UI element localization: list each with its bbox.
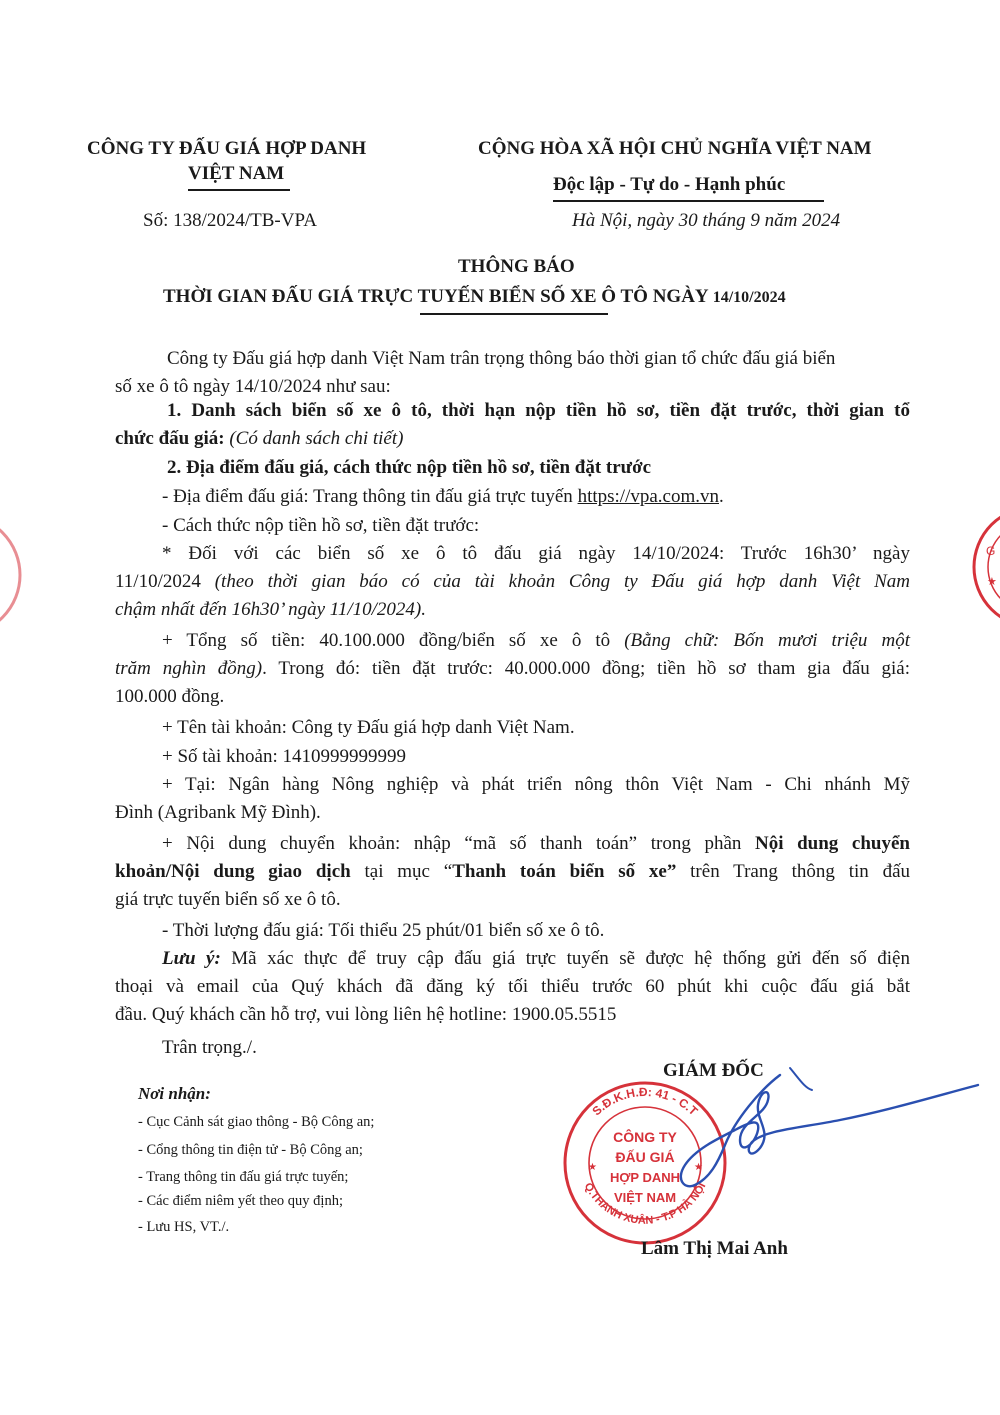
notice-title: THÔNG BÁO: [458, 256, 575, 277]
total-line-2: trăm nghìn đồng). Trong đó: tiền đặt trước: 40.000.000 đồng; tiền hồ sơ tham gia đấu giá:: [115, 658, 911, 679]
deadline-line-1: * Đối với các biển số xe ô tô đấu giá ngày 14/10/2024: Trước 16h30’ ngày: [162, 543, 910, 564]
account-number: + Số tài khoản: 1410999999999: [162, 746, 406, 767]
duration-line: - Thời lượng đấu giá: Tối thiểu 25 phút/01 biển số xe ô tô.: [162, 920, 605, 941]
note-line-3: đầu. Quý khách cần hỗ trợ, vui lòng liên hệ hotline: 1900.05.5515: [115, 1004, 617, 1025]
director-name: Lâm Thị Mai Anh: [641, 1238, 788, 1259]
company-underline: [188, 189, 290, 191]
closing: Trân trọng./.: [162, 1037, 257, 1058]
bank-line-1: + Tại: Ngân hàng Nông nghiệp và phát triển nông thôn Việt Nam - Chi nhánh Mỹ: [162, 774, 910, 795]
recipient-item: - Cục Cảnh sát giao thông - Bộ Công an;: [138, 1114, 375, 1130]
account-name: + Tên tài khoản: Công ty Đấu giá hợp danh Việt Nam.: [162, 717, 575, 738]
location-line: - Địa điểm đấu giá: Trang thông tin đấu giá trực tuyến https://vpa.com.vn.: [162, 486, 724, 507]
intro-line-1: Công ty Đấu giá hợp danh Việt Nam trân trọng thông báo thời gian tổ chức đấu giá biển: [167, 348, 836, 369]
svg-text:CÔNG TY: CÔNG TY: [613, 1129, 677, 1145]
intro-line-2: số xe ô tô ngày 14/10/2024 như sau:: [115, 376, 391, 397]
payment-method-line: - Cách thức nộp tiền hồ sơ, tiền đặt trước:: [162, 515, 480, 536]
svg-text:Q.THANH XUÂN - T.P HÀ NỘI: Q.THANH XUÂN - T.P HÀ NỘI: [581, 1180, 709, 1227]
notice-subtitle-main: THỜI GIAN ĐẤU GIÁ TRỰC TUYẾN BIỂN SỐ XE Ô TÔ NGÀY: [163, 286, 713, 307]
place-date: Hà Nội, ngày 30 tháng 9 năm 2024: [572, 210, 841, 231]
svg-text:★: ★: [694, 1162, 703, 1173]
title-underline: [420, 313, 608, 315]
partial-stamp-right: [972, 505, 1000, 635]
note-line-2: thoại và email của Quý khách đã đăng ký tối thiểu trước 60 phút khi cuộc đấu giá bắt: [115, 976, 910, 997]
total-line-3: 100.000 đồng.: [115, 686, 225, 707]
recipient-item: - Trang thông tin đấu giá trực tuyến;: [138, 1169, 349, 1185]
svg-text:HỢP DANH: HỢP DANH: [609, 1170, 681, 1185]
total-line-1: + Tổng số tiền: 40.100.000 đồng/biển số xe ô tô (Bằng chữ: Bốn mươi triệu một: [162, 630, 910, 651]
company-name-line2: VIỆT NAM: [188, 163, 285, 184]
transfer-line-1: + Nội dung chuyển khoản: nhập “mã số thanh toán” trong phần Nội dung chuyển: [162, 833, 910, 854]
note-line-1: Lưu ý: Mã xác thực để truy cập đấu giá trực tuyến sẽ được hệ thống gửi đến số điện: [162, 948, 910, 969]
deadline-line-2: 11/10/2024 (theo thời gian báo có của tài khoản Công ty Đấu giá hợp danh Việt Nam: [115, 571, 910, 592]
national-title: CỘNG HÒA XÃ HỘI CHỦ NGHĨA VIỆT NAM: [478, 138, 872, 159]
notice-subtitle: [163, 286, 786, 308]
svg-text:ĐẤU GIÁ: ĐẤU GIÁ: [615, 1149, 675, 1165]
company-name-line1: CÔNG TY ĐẤU GIÁ HỢP DANH: [87, 138, 367, 159]
transfer-line-3: giá trực tuyến biển số xe ô tô.: [115, 889, 341, 910]
director-signature: [640, 1060, 980, 1200]
svg-text:★: ★: [588, 1162, 597, 1173]
document-number: Số: 138/2024/TB-VPA: [143, 210, 318, 231]
auction-website-link[interactable]: https://vpa.com.vn: [577, 486, 719, 507]
recipient-item: - Cổng thông tin điện tử - Bộ Công an;: [138, 1142, 363, 1158]
national-motto: Độc lập - Tự do - Hạnh phúc: [553, 174, 786, 195]
motto-underline: [553, 200, 824, 202]
svg-text:G: G: [986, 544, 996, 558]
section-2-title: 2. Địa điểm đấu giá, cách thức nộp tiền hồ sơ, tiền đặt trước: [167, 457, 652, 478]
bank-line-2: Đình (Agribank Mỹ Đình).: [115, 802, 321, 823]
svg-text:VIỆT NAM: VIỆT NAM: [613, 1190, 677, 1205]
svg-text:★: ★: [987, 576, 997, 588]
partial-stamp-left: [0, 510, 50, 640]
recipient-item: - Lưu HS, VT./.: [138, 1219, 230, 1235]
section-1-line-2: chức đấu giá: (Có danh sách chi tiết): [115, 428, 404, 449]
deadline-line-3: chậm nhất đến 16h30’ ngày 11/10/2024).: [115, 599, 426, 620]
transfer-line-2: khoản/Nội dung giao dịch tại mục “Thanh toán biển số xe” trên Trang thông tin đấu: [115, 861, 910, 882]
section-1-line-1: 1. Danh sách biển số xe ô tô, thời hạn nộp tiền hồ sơ, tiền đặt trước, thời gian tổ: [167, 400, 910, 421]
svg-text:S.Đ.K.H.Đ: 41 - C.T: S.Đ.K.H.Đ: 41 - C.T: [589, 1084, 701, 1119]
recipient-item: - Các điểm niêm yết theo quy định;: [138, 1193, 343, 1209]
notice-subtitle-date: 14/10/2024: [712, 289, 786, 306]
director-title: GIÁM ĐỐC: [663, 1060, 764, 1081]
recipients-label: Nơi nhận:: [138, 1084, 211, 1103]
